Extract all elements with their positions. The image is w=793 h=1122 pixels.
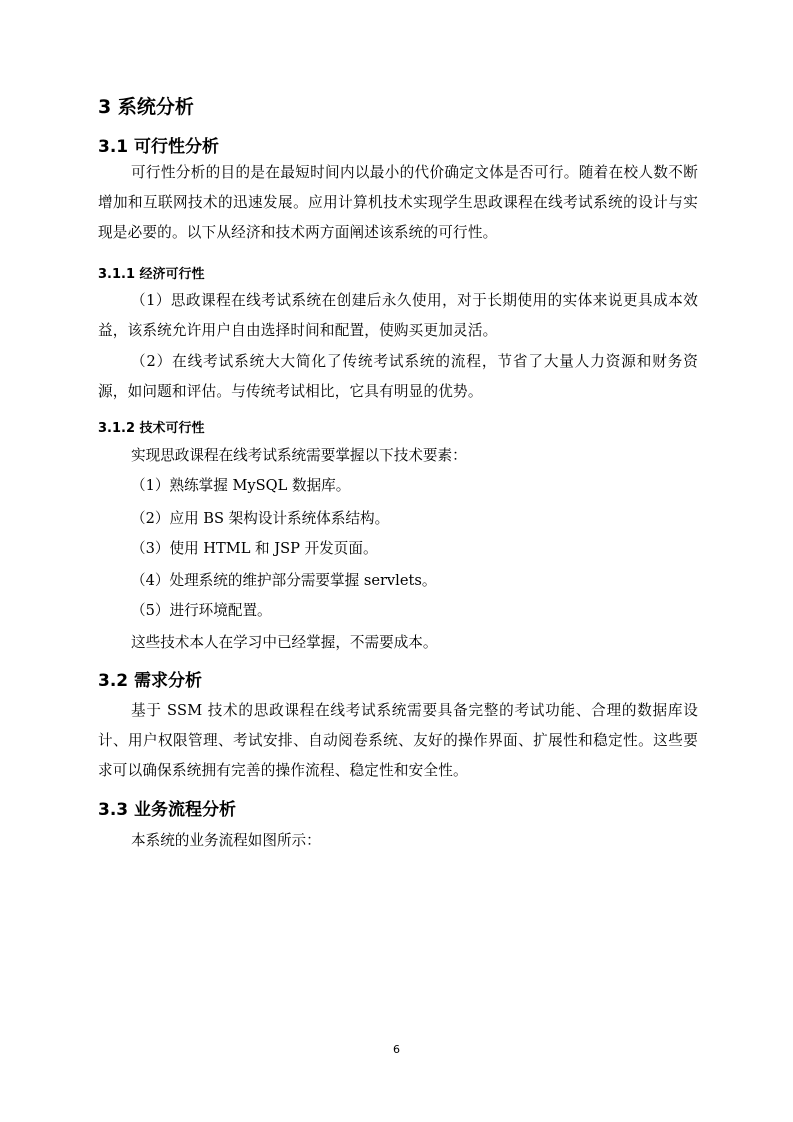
paragraph-tech-intro: 实现思政课程在线考试系统需要掌握以下技术要素：	[131, 447, 467, 464]
paragraph-business-flow: 本系统的业务流程如图所示：	[131, 832, 321, 849]
subsection-heading-3-1-1: 3.1.1 经济可行性	[98, 267, 205, 282]
paragraph-feasibility: 可行性分析的目的是在最短时间内以最小的代价确定文体是否可行。随着在校人数不断增加和互联网技术的迅速发展。应用计算机技术实现学生思政课程在线考试系统的设计与实现是必要的。以下从经济和技术两方面阐述该系统的可行性。	[98, 164, 698, 241]
list-item: （5）进行环境配置。	[131, 602, 272, 619]
section-heading-3-2: 3.2 需求分析	[98, 671, 203, 691]
list-item: （1）熟练掌握 MySQL 数据库。	[131, 477, 351, 494]
section-heading-3-3: 3.3 业务流程分析	[98, 800, 237, 820]
paragraph-requirements: 基于 SSM 技术的思政课程在线考试系统需要具备完整的考试功能、合理的数据库设计、用户权限管理、考试安排、自动阅卷系统、友好的操作界面、扩展性和稳定性。这些要求可以确保系统拥有完善的操作流程、稳定性和安全性。	[98, 702, 698, 779]
paragraph-economic-2: （2）在线考试系统大大简化了传统考试系统的流程，节省了大量人力资源和财务资源，如问题和评估。与传统考试相比，它具有明显的优势。	[98, 353, 698, 400]
page-number: 6	[393, 1043, 400, 1056]
list-item: （2）应用 BS 架构设计系统体系结构。	[131, 510, 390, 527]
paragraph-tech-outro: 这些技术本人在学习中已经掌握，不需要成本。	[131, 634, 438, 651]
subsection-heading-3-1-2: 3.1.2 技术可行性	[98, 421, 205, 436]
list-item: （4）处理系统的维护部分需要掌握 servlets。	[131, 572, 437, 589]
section-heading-3-1: 3.1 可行性分析	[98, 137, 220, 157]
chapter-heading: 3 系统分析	[98, 96, 194, 118]
list-item: （3）使用 HTML 和 JSP 开发页面。	[131, 540, 378, 557]
paragraph-economic-1: （1）思政课程在线考试系统在创建后永久使用，对于长期使用的实体来说更具成本效益，该系统允许用户自由选择时间和配置，使购买更加灵活。	[98, 292, 698, 339]
